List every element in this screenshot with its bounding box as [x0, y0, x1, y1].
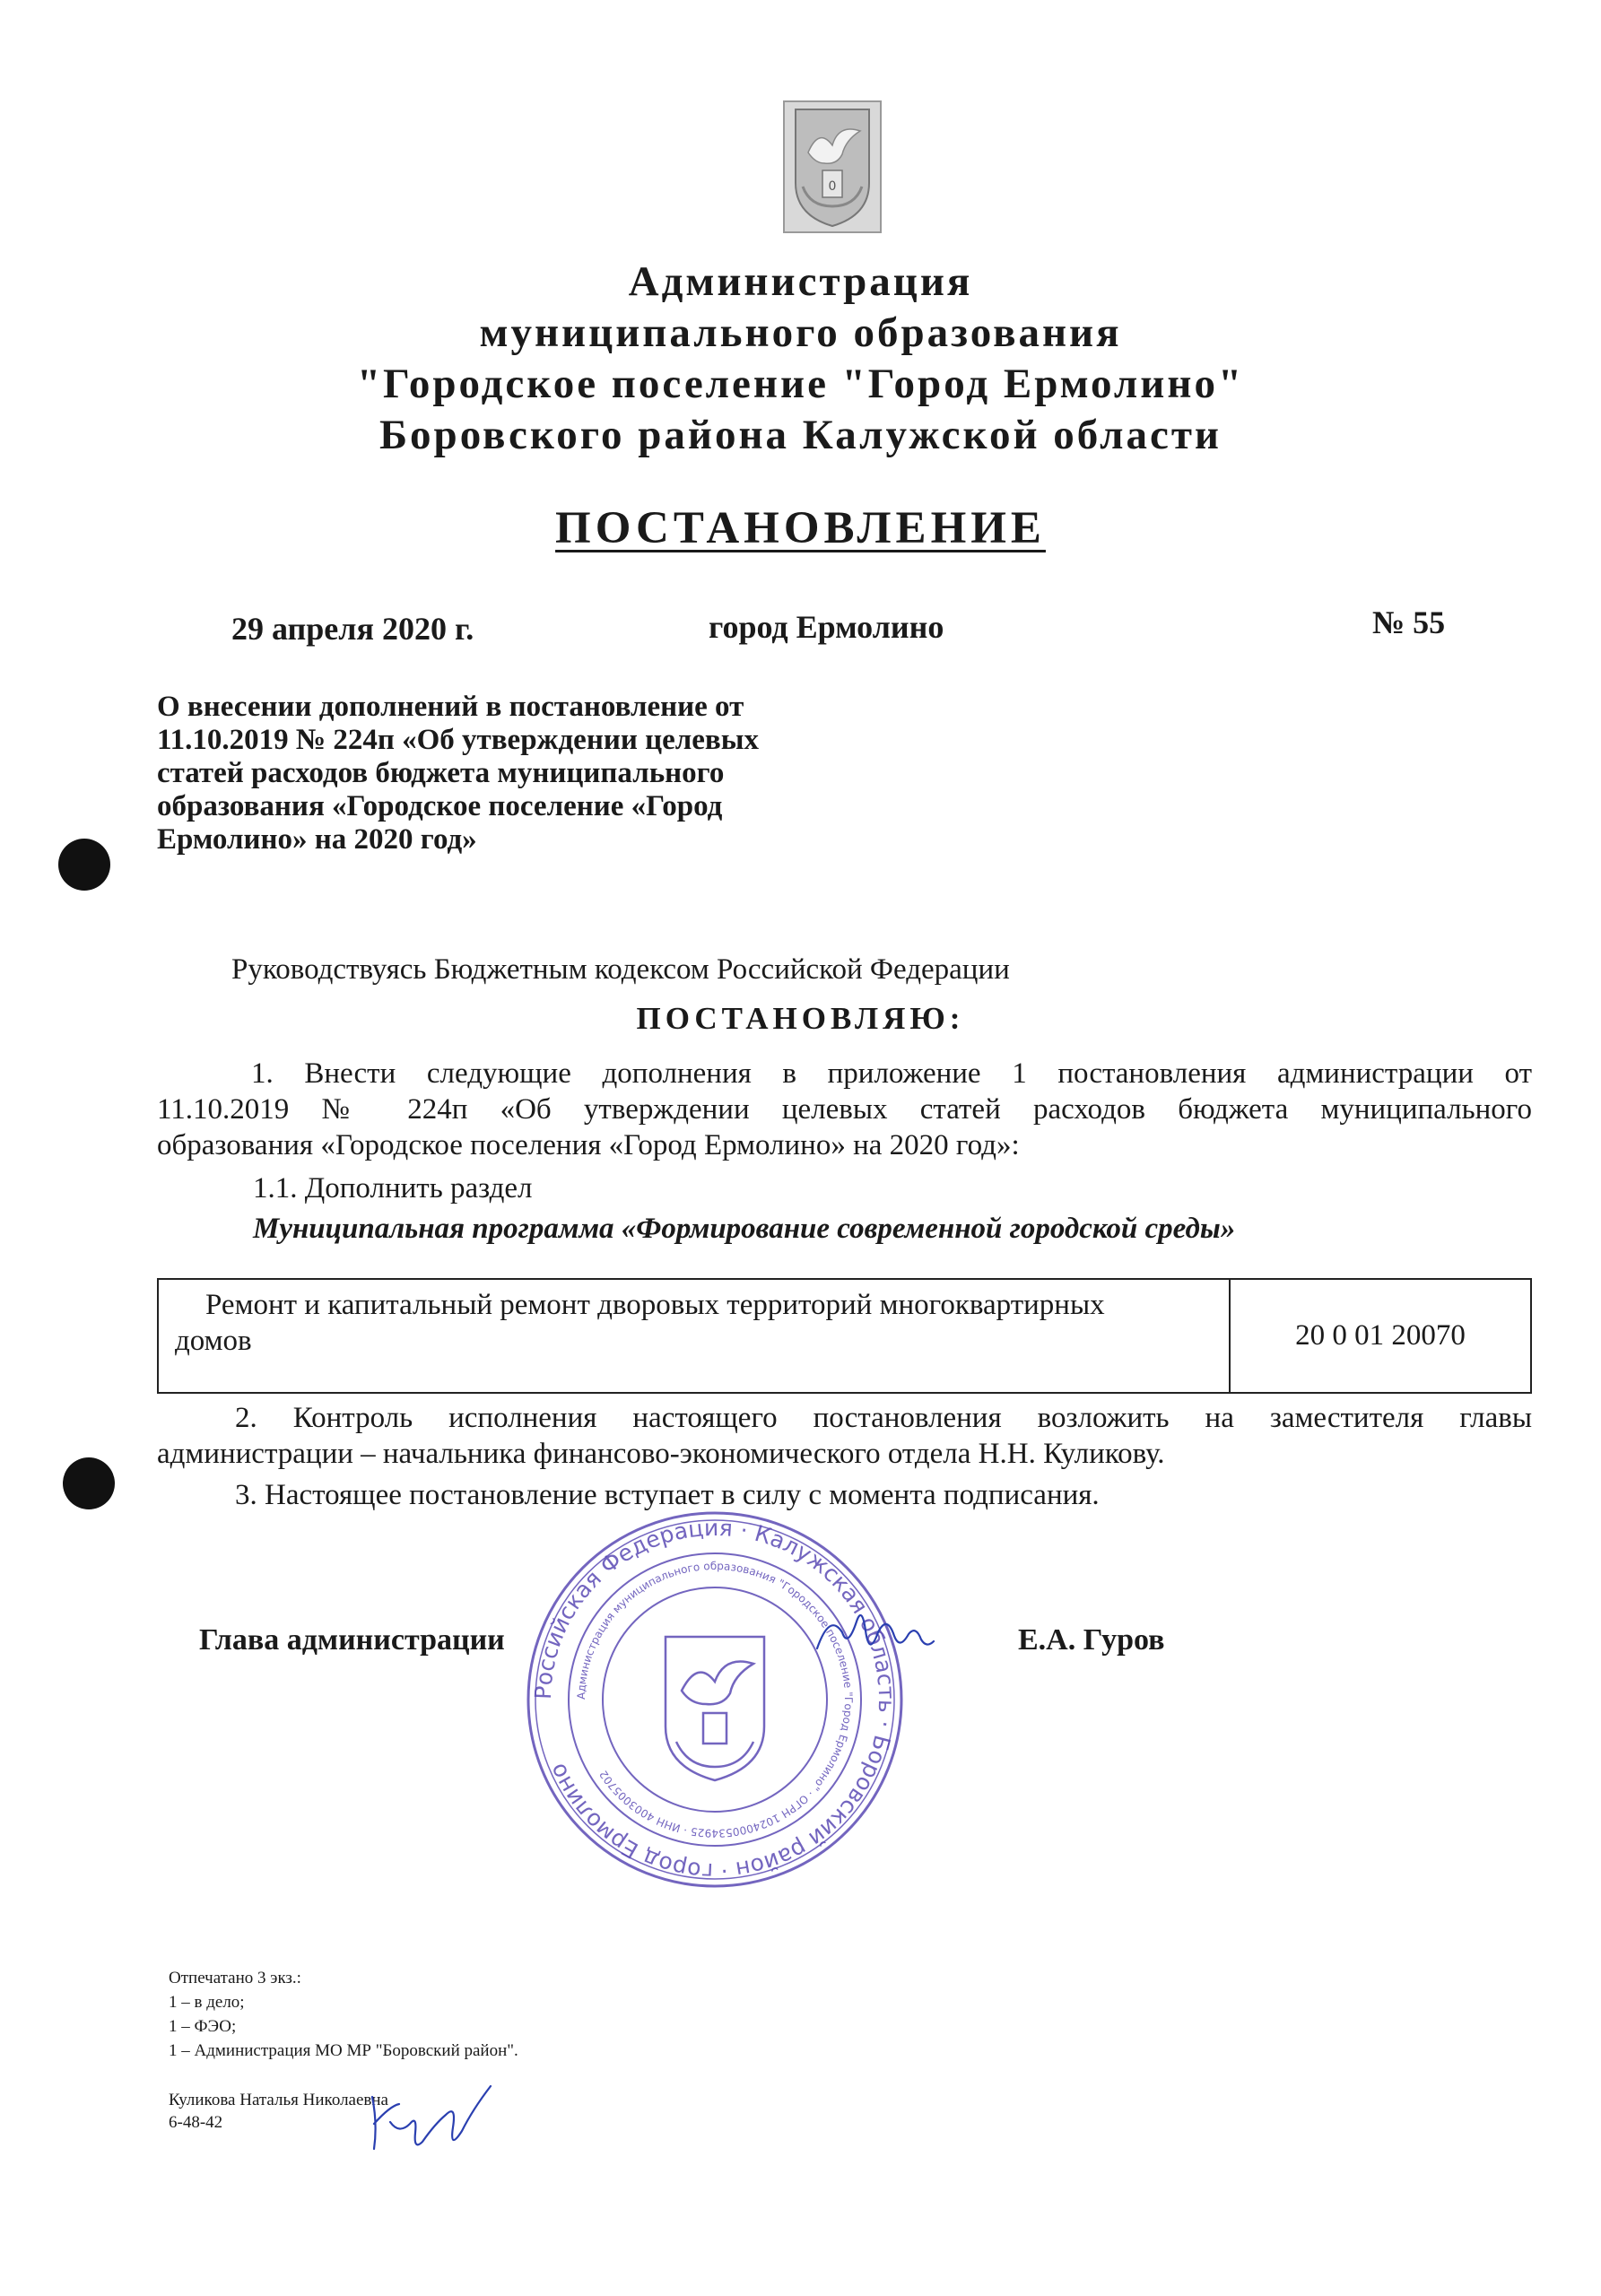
preamble: Руководствуясь Бюджетным кодексом Российской Федерации: [231, 953, 1010, 986]
program-name: Муниципальная программа «Формирование современной городской среды»: [253, 1213, 1236, 1245]
subject-line: статей расходов бюджета муниципального: [157, 757, 725, 789]
footer-copy-1: 1 – в дело;: [169, 1993, 245, 2012]
footer-phone: 6-48-42: [169, 2113, 223, 2132]
stamp-outer-text: Российская Федерация · Калужская область · Боровский район · город Ермолино: [529, 1514, 901, 1885]
paragraph-1-line-2: 11.10.2019 № 224п «Об утверждении целевых статей расходов бюджета муниципального: [157, 1093, 1532, 1126]
signatory-name: Е.А. Гуров: [1018, 1623, 1165, 1657]
header-line-2: муниципального образования: [479, 309, 1122, 356]
paragraph-1-line-3: образования «Городское поселения «Город Ермолино» на 2020 год»:: [157, 1129, 1020, 1161]
table-row: [158, 1279, 1531, 1393]
paragraph-1-1: 1.1. Дополнить раздел: [253, 1172, 533, 1205]
footer-copy-3: 1 – Администрация МО МР "Боровский район".: [169, 2041, 518, 2060]
subject-line: образования «Городское поселение «Город: [157, 790, 723, 822]
footer-copy-2: 1 – ФЭО;: [169, 2017, 237, 2036]
punch-hole: [63, 1457, 115, 1509]
target-items-table: [157, 1278, 1532, 1394]
header-line-4: Боровского района Калужской области: [378, 412, 1223, 458]
footer-executor: Куликова Наталья Николаевна: [169, 2091, 388, 2109]
subject-line: Ермолино» на 2020 год»: [157, 823, 477, 856]
table-cell-code: 20 0 01 20070: [1230, 1279, 1531, 1393]
document-subject: [157, 691, 839, 857]
document-place: город Ермолино: [709, 609, 944, 645]
document-type: ПОСТАНОВЛЕНИЕ: [555, 503, 1046, 553]
paragraph-2-line-1: 2. Контроль исполнения настоящего постановления возложить на заместителя главы: [235, 1402, 1532, 1434]
subject-line: 11.10.2019 № 224п «Об утверждении целевых: [157, 724, 760, 756]
coat-of-arms-icon: [783, 100, 882, 233]
director-signature-mark: [812, 1595, 937, 1671]
executor-signature-mark: [363, 2079, 498, 2160]
header-line-3: "Городское поселение "Город Ермолино": [356, 361, 1245, 407]
table-cell-name-line: домов: [175, 1325, 252, 1357]
stamp-inner-text: Администрация муниципального образования "Городское поселение "Город Ермолино" · ОГРН 1024000534925 · ИНН 4003005702: [574, 1559, 856, 1840]
document-date: 29 апреля 2020 г.: [231, 611, 474, 647]
subject-line: О внесении дополнений в постановление от: [157, 691, 744, 723]
paragraph-2-line-2: администрации – начальника финансово-экономического отдела Н.Н. Куликову.: [157, 1438, 1165, 1470]
table-cell-name-line: Ремонт и капитальный ремонт дворовых территорий многоквартирных: [205, 1289, 1105, 1321]
punch-hole: [58, 839, 110, 891]
official-stamp: [522, 1507, 908, 1892]
svg-text:0: 0: [828, 179, 837, 194]
paragraph-1-line-1: 1. Внести следующие дополнения в приложение 1 постановления администрации от: [251, 1057, 1532, 1090]
document-number: № 55: [1372, 604, 1446, 640]
signatory-position: Глава администрации: [199, 1623, 505, 1657]
resolve-heading: ПОСТАНОВЛЯЮ:: [636, 1001, 965, 1036]
paragraph-3: 3. Настоящее постановление вступает в силу с момента подписания.: [235, 1479, 1100, 1511]
table-cell-name: [158, 1279, 1230, 1393]
header-line-1: Администрация: [628, 258, 973, 305]
footer-printed-copies: Отпечатано 3 экз.:: [169, 1969, 301, 1987]
